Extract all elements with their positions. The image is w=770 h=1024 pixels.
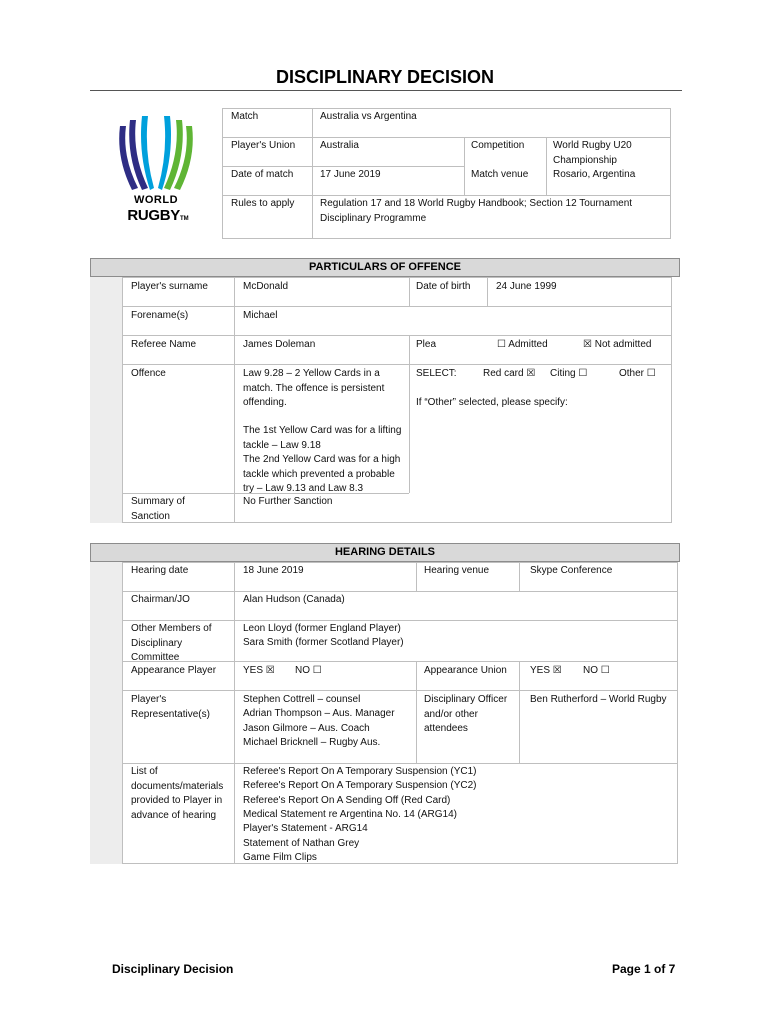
match-label: Match: [231, 111, 259, 122]
page-number: Page 1 of 7: [612, 962, 676, 976]
date-of-match-value: 17 June 2019: [320, 169, 381, 180]
plea-label: Plea: [416, 339, 437, 350]
dob-label: Date of birth: [416, 281, 471, 292]
members-label: Other Members of Disciplinary Committee: [131, 623, 212, 663]
logo-rugby-text: RUGBYTM: [127, 207, 189, 224]
document-item: Referee's Report On A Sending Off (Red Card): [243, 795, 451, 806]
referee-value: James Doleman: [243, 339, 316, 350]
hearing-date-label: Hearing date: [131, 565, 189, 576]
forename-label: Forename(s): [131, 310, 189, 321]
competition-value: World Rugby U20 Championship: [553, 140, 632, 166]
document-item: Referee's Report On A Temporary Suspension (YC1): [243, 766, 477, 777]
officer-value: Ben Rutherford – World Rugby: [530, 694, 667, 705]
footer-title: Disciplinary Decision: [112, 962, 234, 976]
referee-label: Referee Name: [131, 339, 197, 350]
logo-world-text: WORLD: [133, 194, 179, 206]
surname-value: McDonald: [243, 281, 289, 292]
document-item: Referee's Report On A Temporary Suspension (YC2): [243, 780, 477, 791]
representative-2: Adrian Thompson – Aus. Manager: [243, 708, 395, 719]
plea-not-admitted-checkbox[interactable]: ☒ Not admitted: [583, 339, 652, 350]
document-item: Game Film Clips: [243, 852, 317, 863]
hearing-venue-value: Skype Conference: [530, 565, 613, 576]
dob-value: 24 June 1999: [496, 281, 557, 292]
offence-detail-2: The 2nd Yellow Card was for a high tackle which prevented a probable try – Law 9.13 and Law 8.3: [243, 454, 401, 494]
offence-section-heading: PARTICULARS OF OFFENCE: [90, 258, 680, 277]
representative-label: Player's Representative(s): [131, 694, 210, 720]
chairman-label: Chairman/JO: [131, 594, 190, 605]
representative-4: Michael Bricknell – Rugby Aus.: [243, 737, 381, 748]
forename-value: Michael: [243, 310, 278, 321]
member-1: Leon Lloyd (former England Player): [243, 623, 401, 634]
summary-label: Summary of Sanction: [131, 496, 185, 522]
appearance-player-label: Appearance Player: [131, 665, 217, 676]
match-value: Australia vs Argentina: [320, 111, 417, 122]
representative-3: Jason Gilmore – Aus. Coach: [243, 723, 370, 734]
appearance-player-no-checkbox[interactable]: NO ☐: [295, 665, 322, 676]
rules-value: Regulation 17 and 18 World Rugby Handbook; Section 12 Tournament Disciplinary Programme: [320, 198, 633, 224]
offence-detail-1: The 1st Yellow Card was for a lifting tackle – Law 9.18: [243, 425, 402, 451]
member-2: Sara Smith (former Scotland Player): [243, 637, 404, 648]
other-specify-text: If “Other” selected, please specify:: [416, 397, 568, 408]
match-venue-label: Match venue: [471, 169, 529, 180]
citing-checkbox[interactable]: Citing ☐: [550, 368, 588, 379]
document-item: Statement of Nathan Grey: [243, 838, 360, 849]
union-value: Australia: [320, 140, 359, 151]
appearance-union-yes-checkbox[interactable]: YES ☒: [530, 665, 562, 676]
competition-label: Competition: [471, 140, 525, 151]
summary-value: No Further Sanction: [243, 496, 333, 507]
surname-label: Player's surname: [131, 281, 208, 292]
appearance-union-label: Appearance Union: [424, 665, 507, 676]
plea-admitted-checkbox[interactable]: ☐ Admitted: [497, 339, 548, 350]
date-of-match-label: Date of match: [231, 169, 294, 180]
chairman-value: Alan Hudson (Canada): [243, 594, 345, 605]
appearance-player-yes-checkbox[interactable]: YES ☒: [243, 665, 275, 676]
page-title: DISCIPLINARY DECISION: [275, 67, 495, 87]
hearing-venue-label: Hearing venue: [424, 565, 490, 576]
appearance-union-no-checkbox[interactable]: NO ☐: [583, 665, 610, 676]
officer-label: Disciplinary Officer and/or other attendees: [424, 694, 508, 734]
union-label: Player's Union: [231, 140, 296, 151]
document-item: Player's Statement - ARG14: [243, 823, 368, 834]
red-card-checkbox[interactable]: Red card ☒: [483, 368, 536, 379]
offence-label: Offence: [131, 368, 166, 379]
document-item: Medical Statement re Argentina No. 14 (ARG14): [243, 809, 457, 820]
hearing-section-heading: HEARING DETAILS: [90, 543, 680, 562]
select-label: SELECT:: [416, 368, 457, 379]
title-rule: [90, 90, 682, 91]
hearing-date-value: 18 June 2019: [243, 565, 304, 576]
rules-label: Rules to apply: [231, 198, 295, 209]
offence-value: Law 9.28 – 2 Yellow Cards in a match. The offence is persistent offending.: [243, 368, 385, 408]
representative-1: Stephen Cottrell – counsel: [243, 694, 361, 705]
documents-label: List of documents/materials provided to Player in advance of hearing: [131, 766, 224, 821]
other-checkbox[interactable]: Other ☐: [619, 368, 656, 379]
match-venue-value: Rosario, Argentina: [553, 169, 636, 180]
